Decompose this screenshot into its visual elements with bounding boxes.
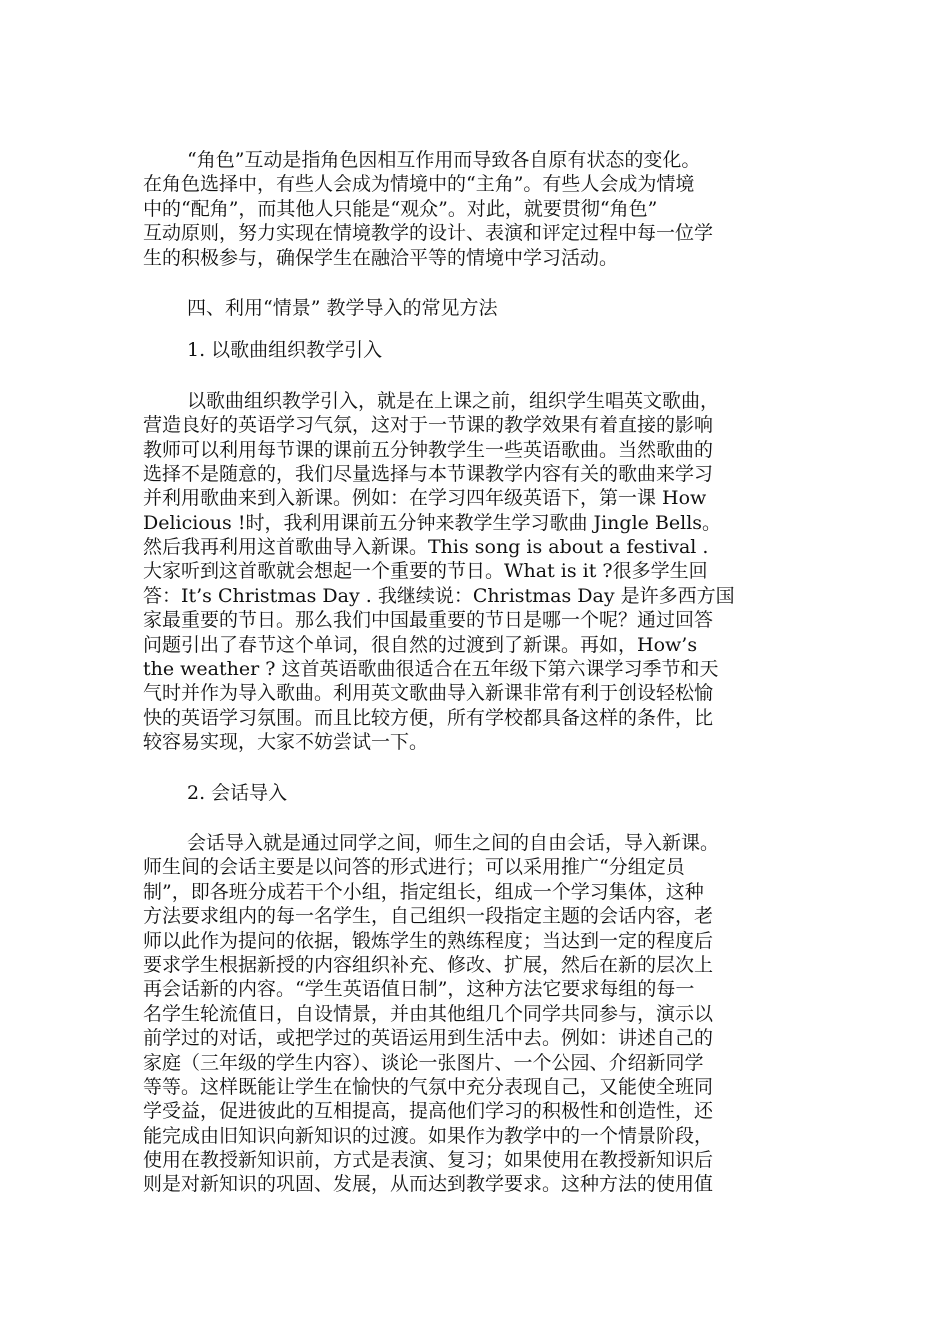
text-line: 制”，即各班分成若干个小组，指定组长，组成一个学习集体，这种 bbox=[143, 880, 704, 903]
text-line: 互动原则，努力实现在情境教学的设计、表演和评定过程中每一位学 bbox=[143, 222, 714, 245]
paragraph-role-interaction bbox=[143, 148, 810, 270]
text-line: 师生间的会话主要是以问答的形式进行；可以采用推广“分组定员 bbox=[143, 856, 685, 879]
text-line: 快的英语学习氛围。而且比较方便，所有学校都具备这样的条件，比 bbox=[143, 706, 714, 729]
subheading-song-intro: 1. 以歌曲组织教学引入 bbox=[187, 339, 383, 362]
text-line: 并利用歌曲来到入新课。例如：在学习四年级英语下，第一课 How bbox=[143, 487, 707, 510]
text-line: 要求学生根据新授的内容组织补充、修改、扩展，然后在新的层次上 bbox=[143, 953, 714, 976]
text-line: 前学过的对话，或把学过的英语运用到生活中去。例如：讲述自己的 bbox=[143, 1027, 714, 1050]
text-line: 家庭（三年级的学生内容）、谈论一张图片、一个公园、介绍新同学 bbox=[143, 1051, 704, 1074]
text-line: 再会话新的内容。“学生英语值日制”，这种方法它要求每组的每一 bbox=[143, 978, 695, 1001]
text-line: 教师可以利用每节课的课前五分钟教学生一些英语歌曲。当然歌曲的 bbox=[143, 438, 714, 461]
text-line: 大家听到这首歌就会想起一个重要的节日。What is it ?很多学生回 bbox=[143, 560, 708, 583]
text-line: 中的“配角”，而其他人只能是“观众”。对此，就要贯彻“角色” bbox=[143, 197, 658, 220]
text-line: 气时并作为导入歌曲。利用英文歌曲导入新课非常有利于创设轻松愉 bbox=[143, 682, 714, 705]
text-line: “角色”互动是指角色因相互作用而导致各自原有状态的变化。 bbox=[187, 149, 701, 171]
text-line: 在角色选择中，有些人会成为情境中的“主角”。有些人会成为情境 bbox=[143, 173, 695, 196]
text-line: 以歌曲组织教学引入，就是在上课之前，组织学生唱英文歌曲， bbox=[187, 389, 720, 412]
text-line: 使用在教授新知识前，方式是表演、复习；如果使用在教授新知识后 bbox=[143, 1149, 714, 1172]
text-line: 较容易实现，大家不妨尝试一下。 bbox=[143, 731, 429, 754]
text-line: 能完成由旧知识向新知识的过渡。如果作为教学中的一个情景阶段， bbox=[143, 1124, 714, 1147]
text-line: 名学生轮流值日，自设情景，并由其他组几个同学共同参与，演示以 bbox=[143, 1002, 714, 1025]
text-line: Delicious !时，我利用课前五分钟来教学生学习歌曲 Jingle Bells。 bbox=[143, 511, 722, 534]
text-line: 师以此作为提问的依据，锻炼学生的熟练程度；当达到一定的程度后 bbox=[143, 929, 714, 952]
text-line: 选择不是随意的，我们尽量选择与本节课教学内容有关的歌曲来学习 bbox=[143, 462, 714, 485]
text-line: 方法要求组内的每一名学生，自己组织一段指定主题的会话内容，老 bbox=[143, 905, 714, 928]
text-line: 答：It’s Christmas Day . 我继续说：Christmas Day 是许多西方国 bbox=[143, 584, 735, 607]
text-line: 家最重要的节日。那么我们中国最重要的节日是哪一个呢？通过回答 bbox=[143, 609, 714, 632]
subheading-dialogue-intro: 2. 会话导入 bbox=[187, 781, 288, 804]
document-page bbox=[143, 148, 810, 1197]
paragraph-dialogue-intro bbox=[143, 831, 810, 1197]
section-heading-4: 四、利用“情景” 教学导入的常见方法 bbox=[187, 296, 498, 319]
text-line: the weather ? 这首英语歌曲很适合在五年级下第六课学习季节和天 bbox=[143, 658, 719, 681]
text-line: 则是对新知识的巩固、发展，从而达到教学要求。这种方法的使用值 bbox=[143, 1173, 714, 1196]
text-line: 问题引出了春节这个单词，很自然的过渡到了新课。再如，How’s bbox=[143, 633, 698, 656]
paragraph-song-intro bbox=[143, 389, 810, 755]
text-line: 生的积极参与，确保学生在融洽平等的情境中学习活动。 bbox=[143, 246, 619, 269]
text-line: 学受益，促进彼此的互相提高，提高他们学习的积极性和创造性，还 bbox=[143, 1100, 714, 1123]
text-line: 等等。这样既能让学生在愉快的气氛中充分表现自己，又能使全班同 bbox=[143, 1075, 714, 1098]
text-line: 营造良好的英语学习气氛，这对于一节课的教学效果有着直接的影响 bbox=[143, 414, 714, 437]
text-line: 会话导入就是通过同学之间，师生之间的自由会话，导入新课。 bbox=[187, 831, 720, 854]
text-line: 然后我再利用这首歌曲导入新课。This song is about a festival . bbox=[143, 536, 709, 559]
